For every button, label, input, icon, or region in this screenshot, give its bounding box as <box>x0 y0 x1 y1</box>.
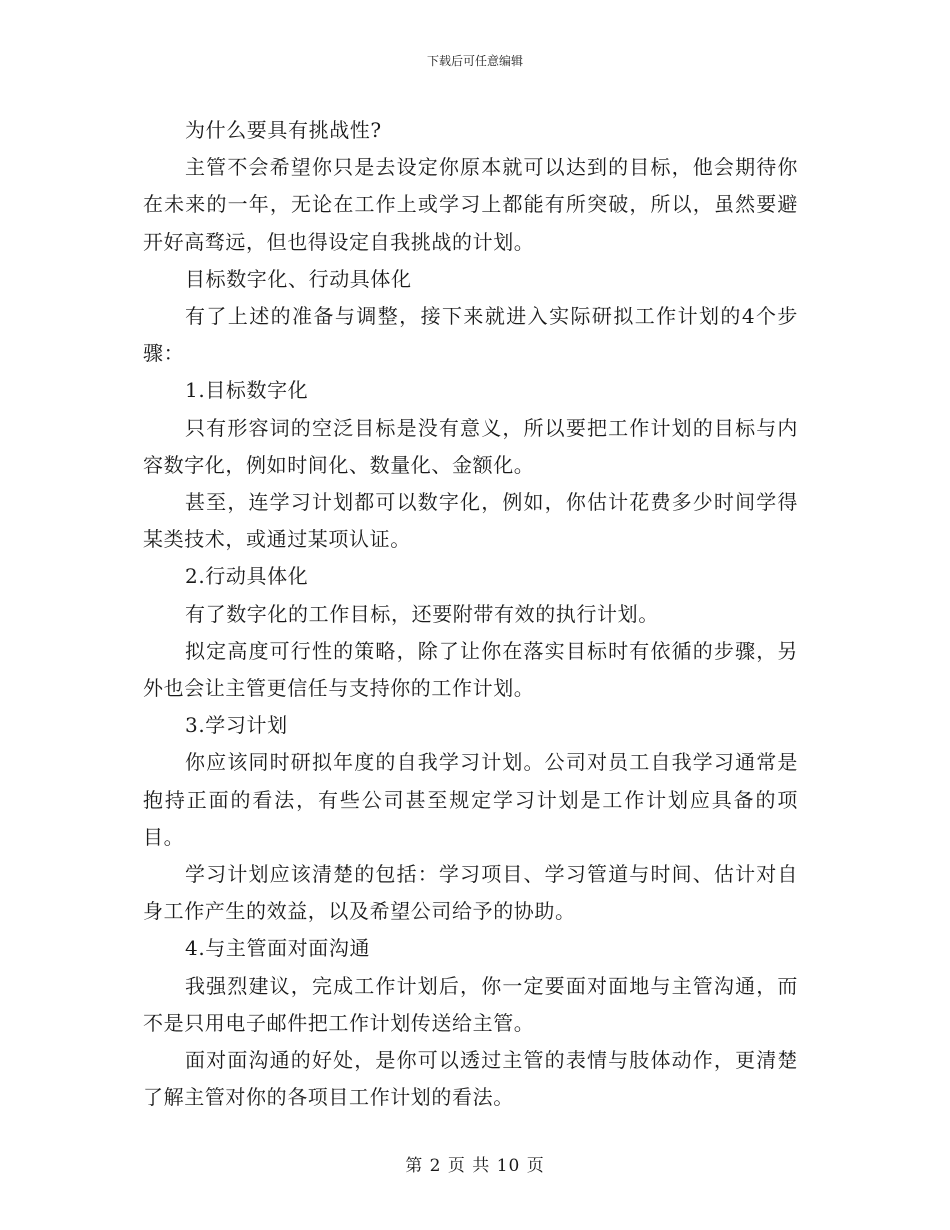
body-paragraph: 面对面沟通的好处，是你可以透过主管的表情与肢体动作，更清楚了解主管对你的各项目工作计划的看法。 <box>143 1048 798 1110</box>
body-paragraph: 学习计划应该清楚的包括：学习项目、学习管道与时间、估计对自身工作产生的效益，以及希望公司给予的协助。 <box>143 862 798 924</box>
section-heading: 目标数字化、行动具体化 <box>185 266 412 291</box>
page-header: 下载后可任意编辑 <box>426 54 523 68</box>
body-paragraph: 你应该同时研拟年度的自我学习计划。公司对员工自我学习通常是抱持正面的看法，有些公司甚至规定学习计划是工作计划应具备的项目。 <box>143 750 798 849</box>
body-paragraph: 甚至，连学习计划都可以数字化，例如，你估计花费多少时间学得某类技术，或通过某项认证。 <box>143 490 798 552</box>
section-heading: 2.行动具体化 <box>185 564 309 589</box>
page-number-footer: 第 2 页 共 10 页 <box>405 1156 545 1176</box>
section-heading: 4.与主管面对面沟通 <box>185 936 371 961</box>
body-paragraph: 主管不会希望你只是去设定你原本就可以达到的目标，他会期待你在未来的一年，无论在工作上或学习上都能有所突破，所以，虽然要避开好高骛远，但也得设定自我挑战的计划。 <box>143 155 798 254</box>
body-paragraph: 只有形容词的空泛目标是没有意义，所以要把工作计划的目标与内容数字化，例如时间化、数量化、金额化。 <box>143 415 798 477</box>
body-paragraph: 我强烈建议，完成工作计划后，你一定要面对面地与主管沟通，而不是只用电子邮件把工作计划传送给主管。 <box>143 973 798 1035</box>
section-heading: 1.目标数字化 <box>185 378 309 403</box>
body-paragraph: 有了上述的准备与调整，接下来就进入实际研拟工作计划的4个步骤： <box>143 304 798 366</box>
body-paragraph: 有了数字化的工作目标，还要附带有效的执行计划。 <box>185 601 659 626</box>
body-paragraph: 为什么要具有挑战性? <box>185 118 382 142</box>
section-heading: 3.学习计划 <box>185 713 288 738</box>
body-paragraph: 拟定高度可行性的策略，除了让你在落实目标时有依循的步骤，另外也会让主管更信任与支持你的工作计划。 <box>143 638 798 701</box>
document-body <box>143 112 798 1116</box>
